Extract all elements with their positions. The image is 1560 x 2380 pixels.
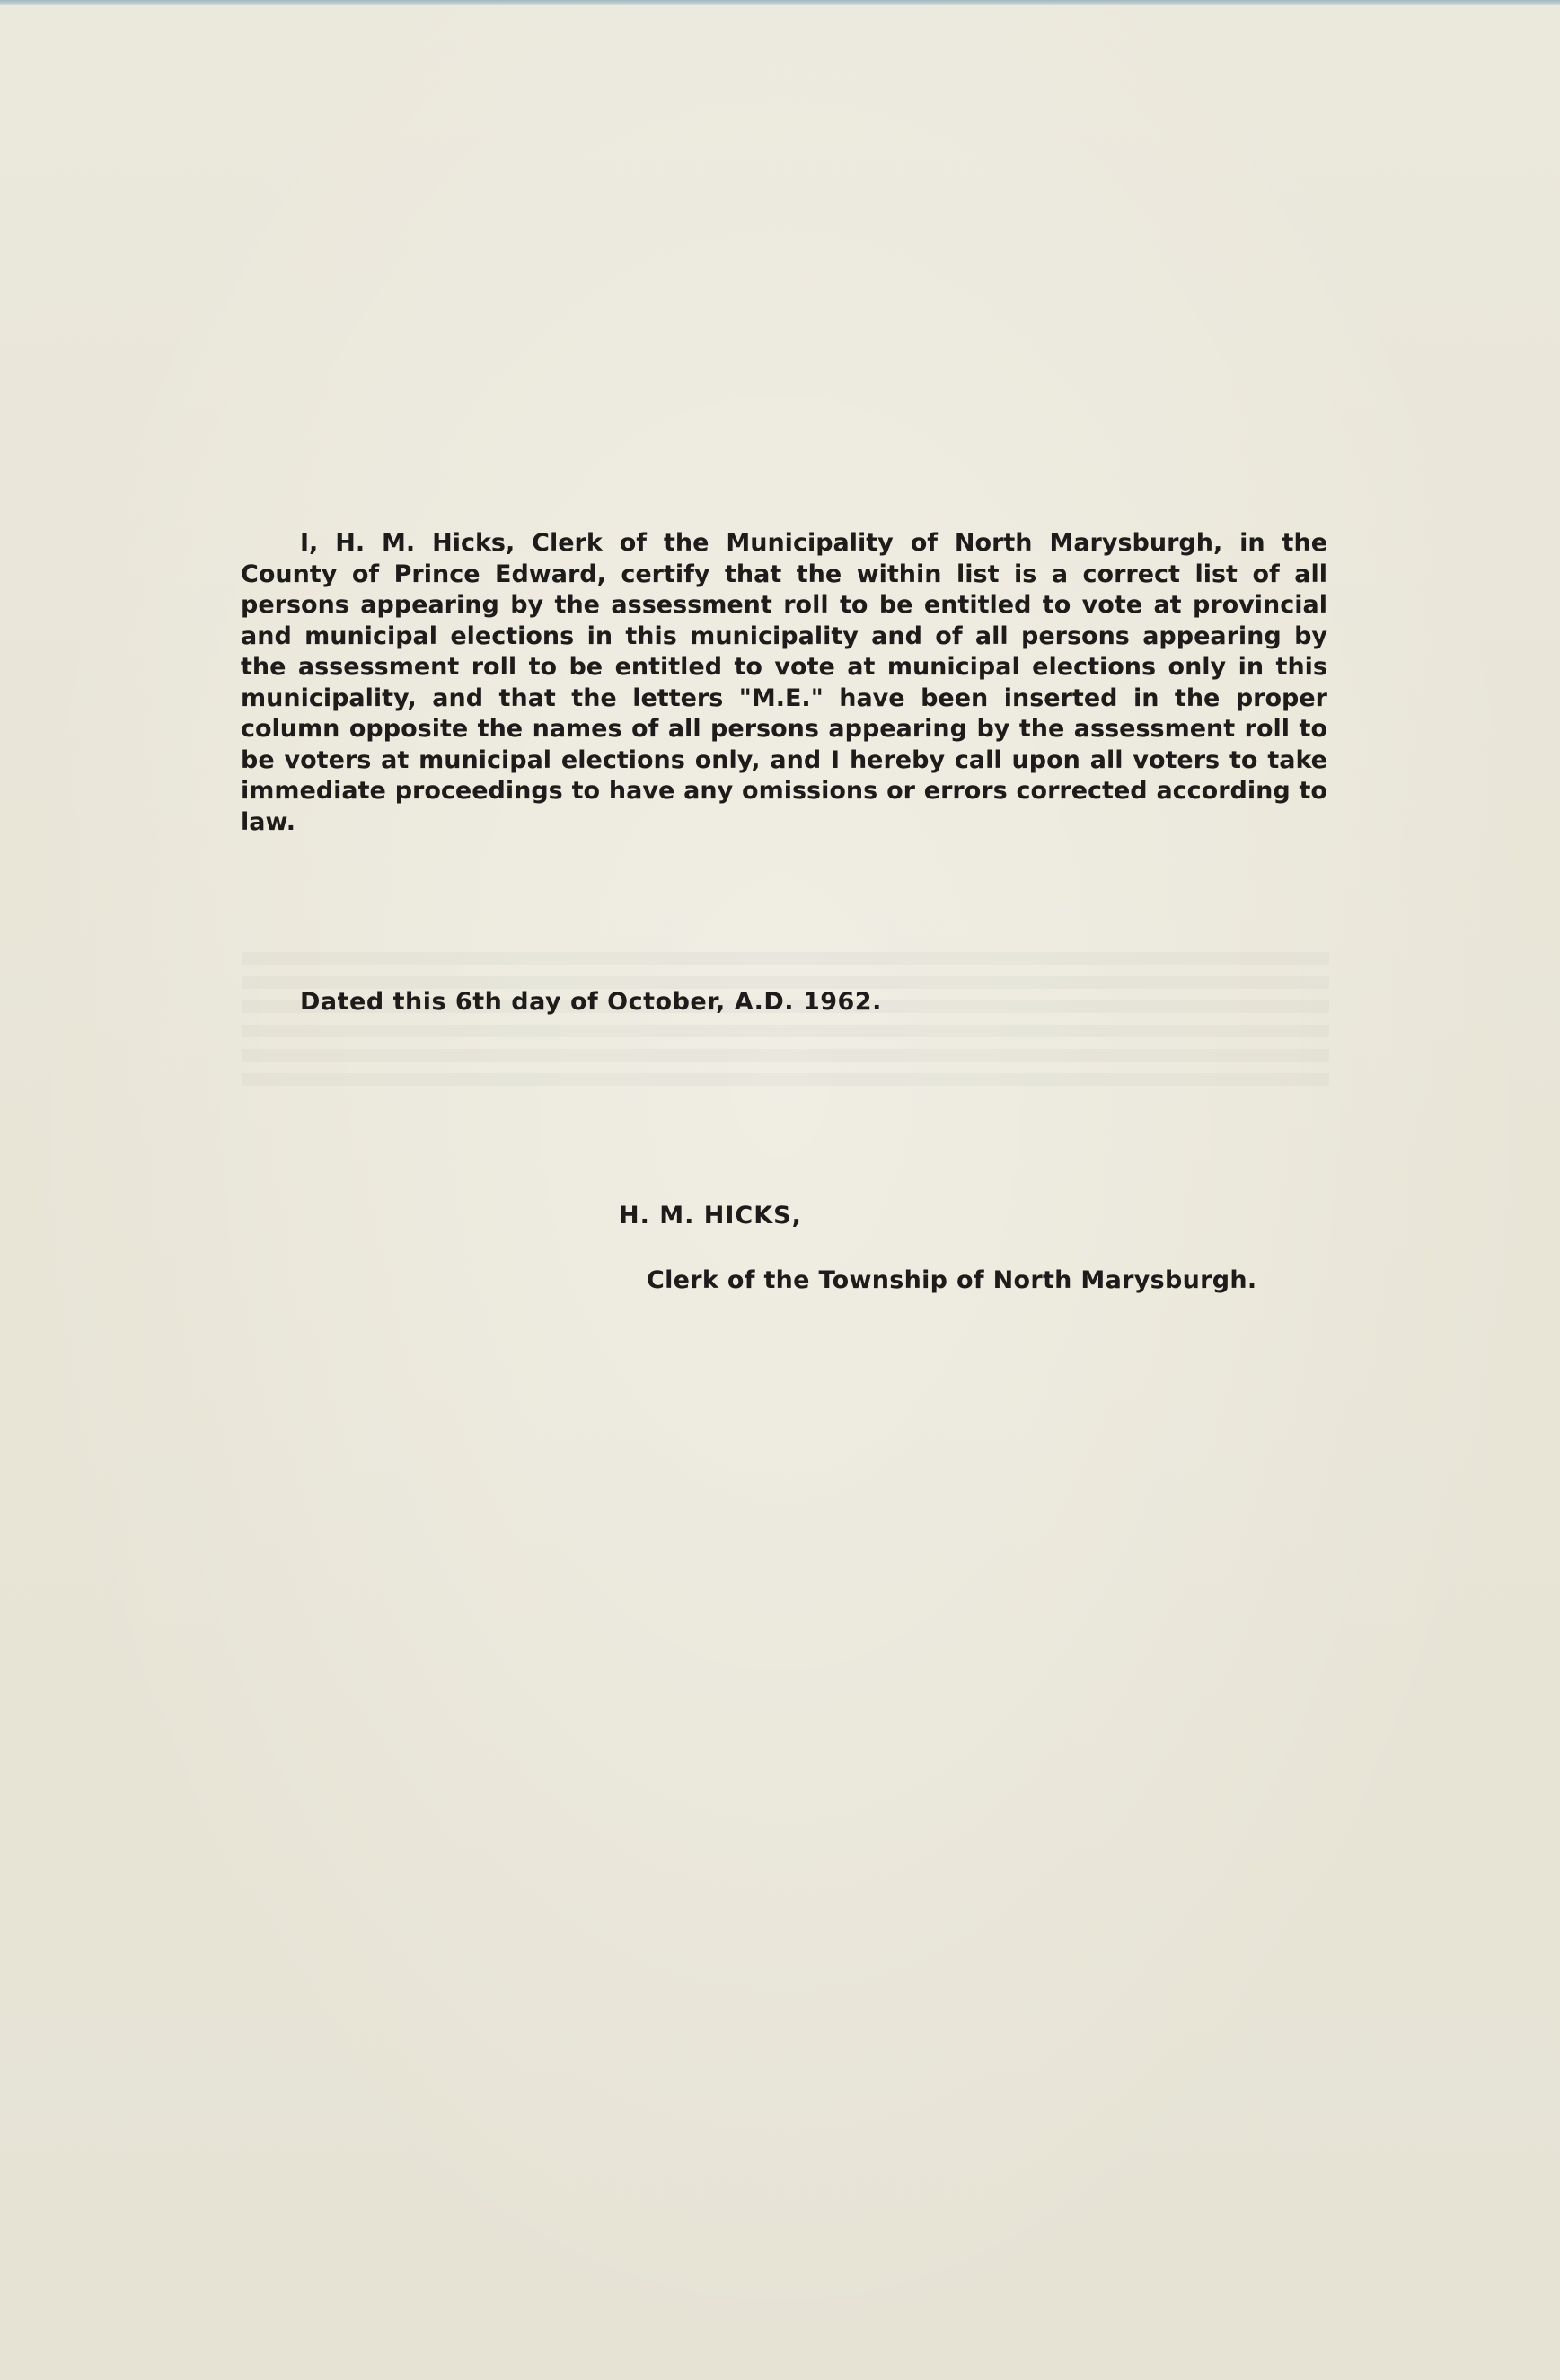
- date-line: Dated this 6th day of October, A.D. 1962.: [300, 988, 882, 1016]
- page-top-edge: [0, 0, 1560, 5]
- bleed-through-lines: [242, 952, 1329, 1097]
- signature-title: Clerk of the Township of North Marysburgh.: [647, 1266, 1257, 1294]
- certificate-body: I, H. M. Hicks, Clerk of the Municipality of North Marysburgh, in the County of Prince Edward, certify that the within list is a correct list of all persons appearing by the assessment roll to be entitled to vote at provincial and municipal elections in this municipality and of all persons appearing by the assessment roll to be entitled to vote at municipal elections only in this municipality, and that the letters "M.E." have been inserted in the proper column opposite the names of all persons appearing by the assessment roll to be voters at municipal elections only, and I hereby call upon all voters to take immediate proceedings to have any omissions or errors corrected according to law.: [241, 529, 1327, 836]
- signature-name: H. M. HICKS,: [619, 1202, 802, 1230]
